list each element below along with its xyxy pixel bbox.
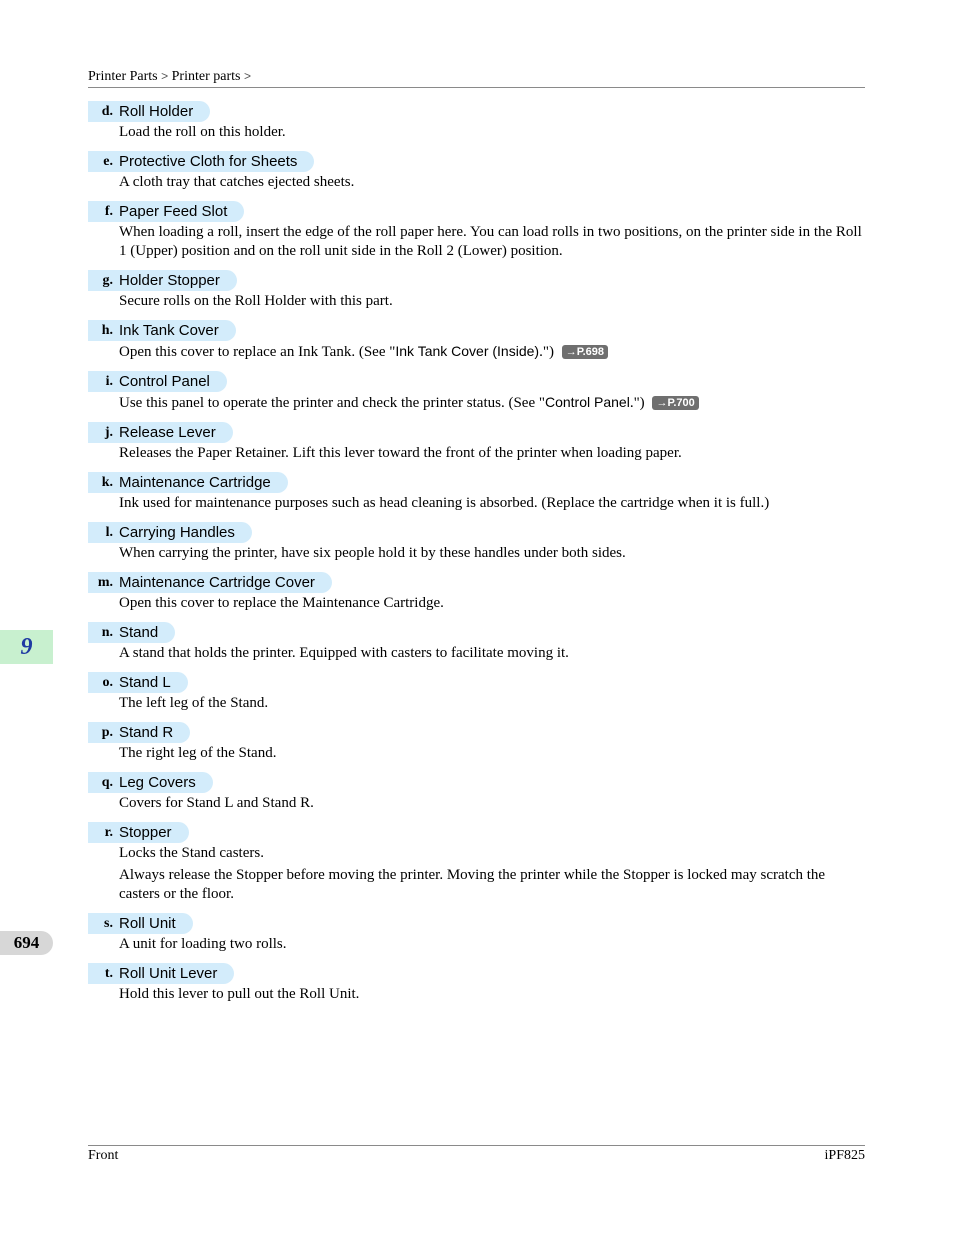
item-description: When carrying the printer, have six people hold it by these handles under both sides.	[119, 545, 626, 561]
list-item	[88, 371, 865, 413]
list-item	[88, 772, 865, 813]
item-description: Releases the Paper Retainer. Lift this lever toward the front of the printer when loading paper.	[119, 445, 682, 461]
list-item	[88, 422, 865, 463]
item-letter: f.	[104, 203, 113, 219]
item-description: Ink used for maintenance purposes such as head cleaning is absorbed. (Replace the cartridge when it is full.)	[119, 495, 770, 511]
item-title: Leg Covers	[119, 774, 196, 791]
page-reference-link[interactable]: →P.698	[562, 345, 608, 359]
item-heading	[88, 622, 175, 643]
item-title: Paper Feed Slot	[119, 203, 228, 220]
description-text: .")	[539, 344, 554, 360]
item-heading	[88, 672, 188, 693]
item-letter: t.	[104, 965, 113, 981]
list-item	[88, 722, 865, 763]
item-title: Protective Cloth for Sheets	[119, 153, 298, 170]
list-item	[88, 672, 865, 713]
item-title: Roll Unit Lever	[119, 965, 218, 982]
item-letter: s.	[104, 915, 113, 931]
item-title: Ink Tank Cover	[119, 322, 219, 339]
breadcrumb-separator: >	[161, 69, 169, 83]
list-item	[88, 572, 865, 613]
list-item	[88, 270, 865, 311]
item-heading	[88, 963, 234, 984]
list-item	[88, 320, 865, 362]
list-item	[88, 201, 865, 261]
item-heading	[88, 371, 227, 392]
list-item	[88, 522, 865, 563]
item-description: When loading a roll, insert the edge of the roll paper here. You can load rolls in two positions, on the printer side in the Roll 1 (Upper) position and on the roll unit side in the Roll 2 (Lower) position.	[119, 224, 862, 259]
item-title: Release Lever	[119, 424, 216, 441]
item-title: Carrying Handles	[119, 524, 235, 541]
item-description: Locks the Stand casters.	[119, 845, 264, 861]
item-title: Roll Holder	[119, 103, 194, 120]
list-item	[88, 822, 865, 904]
item-title: Maintenance Cartridge Cover	[119, 574, 315, 591]
list-item	[88, 151, 865, 192]
list-item	[88, 963, 865, 1004]
item-letter: i.	[105, 373, 113, 389]
item-letter: l.	[105, 524, 113, 540]
item-letter: o.	[102, 674, 113, 690]
footer-model-name: iPF825	[824, 1148, 865, 1163]
item-title: Stand L	[119, 674, 171, 691]
item-letter: q.	[101, 774, 113, 790]
item-description	[119, 393, 865, 413]
item-description: The left leg of the Stand.	[119, 695, 269, 711]
breadcrumb	[88, 67, 865, 88]
breadcrumb-link-printer-parts[interactable]: Printer Parts	[88, 69, 158, 84]
breadcrumb-separator: >	[243, 69, 251, 83]
reference-title: Control Panel	[544, 394, 630, 410]
item-description: A unit for loading two rolls.	[119, 936, 287, 952]
item-letter: e.	[103, 153, 113, 169]
item-title: Stand	[119, 624, 159, 641]
list-item	[88, 913, 865, 954]
item-description: The right leg of the Stand.	[119, 745, 277, 761]
item-letter: h.	[101, 322, 113, 338]
description-text: Use this panel to operate the printer and check the printer status. (See "	[119, 395, 545, 411]
reference-title: Ink Tank Cover (Inside)	[395, 343, 540, 359]
item-heading	[88, 822, 189, 843]
item-heading	[88, 472, 288, 493]
item-letter: n.	[101, 624, 113, 640]
item-heading	[88, 522, 252, 543]
item-heading	[88, 201, 244, 222]
parts-list	[88, 101, 865, 1004]
item-letter: p.	[101, 724, 113, 740]
item-letter: d.	[101, 103, 113, 119]
item-heading	[88, 913, 193, 934]
item-title: Control Panel	[119, 373, 210, 390]
item-description: A stand that holds the printer. Equipped with casters to facilitate moving it.	[119, 645, 569, 661]
item-title: Holder Stopper	[119, 272, 220, 289]
item-description-note: Always release the Stopper before moving the printer. Moving the printer while the Stopper is locked may scratch the casters or the floor.	[119, 867, 826, 902]
item-title: Roll Unit	[119, 915, 176, 932]
item-description: Covers for Stand L and Stand R.	[119, 795, 314, 811]
chapter-tab[interactable]: 9	[0, 630, 53, 664]
item-heading	[88, 572, 332, 593]
list-item	[88, 101, 865, 142]
item-description: Load the roll on this holder.	[119, 124, 286, 140]
item-letter: k.	[101, 474, 113, 490]
description-text: Open this cover to replace an Ink Tank. (See "	[119, 344, 396, 360]
footer-section-label: Front	[88, 1148, 119, 1163]
footer	[88, 1145, 865, 1165]
item-heading	[88, 270, 237, 291]
item-description: Open this cover to replace the Maintenance Cartridge.	[119, 595, 444, 611]
breadcrumb-link-printer-parts-sub[interactable]: Printer parts	[171, 69, 241, 84]
item-description: A cloth tray that catches ejected sheets.	[119, 174, 355, 190]
page-reference-link[interactable]: →P.700	[652, 396, 698, 410]
item-heading	[88, 151, 314, 172]
item-letter: r.	[104, 824, 113, 840]
item-heading	[88, 772, 213, 793]
item-description: Secure rolls on the Roll Holder with this part.	[119, 293, 393, 309]
item-heading	[88, 422, 233, 443]
item-heading	[88, 101, 210, 122]
item-heading	[88, 722, 190, 743]
item-letter: m.	[97, 574, 113, 590]
page-number: 694	[0, 931, 53, 955]
item-title: Stand R	[119, 724, 174, 741]
item-letter: j.	[104, 424, 113, 440]
description-text: .")	[629, 395, 645, 411]
item-description	[119, 342, 865, 362]
item-heading	[88, 320, 236, 341]
item-letter: g.	[102, 272, 113, 288]
list-item	[88, 472, 865, 513]
item-title: Stopper	[119, 824, 172, 841]
item-description: Hold this lever to pull out the Roll Unit.	[119, 986, 360, 1002]
list-item	[88, 622, 865, 663]
item-title: Maintenance Cartridge	[119, 474, 271, 491]
